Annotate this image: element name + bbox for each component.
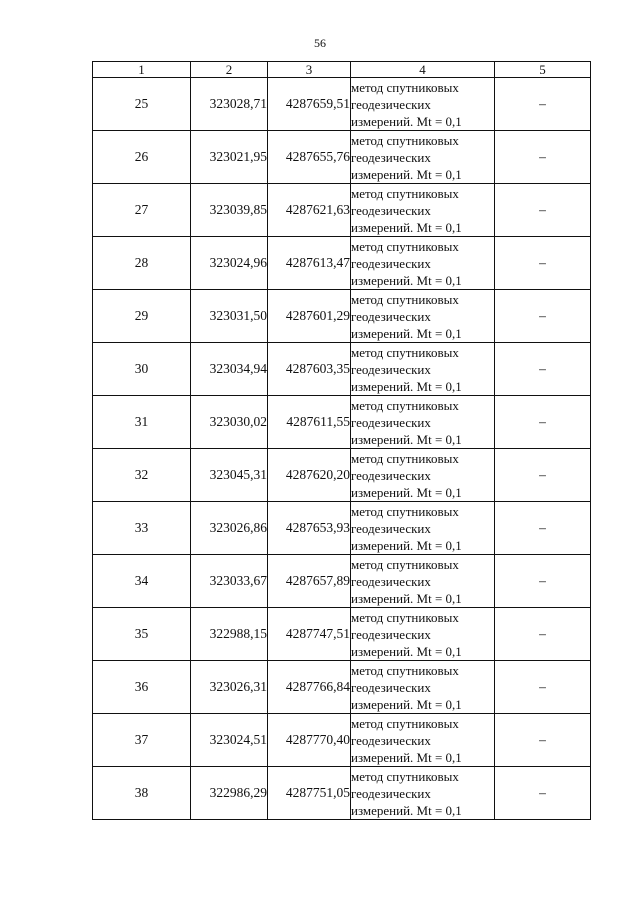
- method-line: измерений. Mt = 0,1: [351, 696, 462, 712]
- method-line: измерений. Mt = 0,1: [351, 643, 462, 659]
- x-coordinate-cell: 323024,96: [191, 237, 268, 290]
- table-row: [93, 502, 591, 555]
- point-number-cell: 27: [93, 184, 191, 237]
- point-number-cell: 32: [93, 449, 191, 502]
- method-cell: [351, 396, 495, 449]
- method-cell: [351, 502, 495, 555]
- method-line: измерений. Mt = 0,1: [351, 272, 462, 288]
- point-number-cell: 30: [93, 343, 191, 396]
- method-line: измерений. Mt = 0,1: [351, 325, 462, 341]
- y-coordinate-cell: 4287613,47: [268, 237, 351, 290]
- note-cell: –: [495, 661, 591, 714]
- method-line: измерений. Mt = 0,1: [351, 537, 462, 553]
- method-line: геодезических: [351, 520, 431, 536]
- y-coordinate-cell: 4287766,84: [268, 661, 351, 714]
- table-row: [93, 78, 591, 131]
- y-coordinate-cell: 4287751,05: [268, 767, 351, 820]
- method-line: геодезических: [351, 732, 431, 748]
- table-body: [93, 78, 591, 820]
- x-coordinate-cell: 323024,51: [191, 714, 268, 767]
- method-line: метод спутниковых: [351, 291, 459, 307]
- method-cell: [351, 131, 495, 184]
- method-cell: [351, 237, 495, 290]
- y-coordinate-cell: 4287747,51: [268, 608, 351, 661]
- note-cell: –: [495, 767, 591, 820]
- method-line: геодезических: [351, 785, 431, 801]
- y-coordinate-cell: 4287621,63: [268, 184, 351, 237]
- method-line: геодезических: [351, 414, 431, 430]
- method-line: геодезических: [351, 467, 431, 483]
- method-line: метод спутниковых: [351, 556, 459, 572]
- method-cell: [351, 767, 495, 820]
- method-line: измерений. Mt = 0,1: [351, 484, 462, 500]
- method-line: измерений. Mt = 0,1: [351, 378, 462, 394]
- method-line: измерений. Mt = 0,1: [351, 431, 462, 447]
- page-number: 56: [314, 36, 326, 50]
- method-line: метод спутниковых: [351, 609, 459, 625]
- x-coordinate-cell: 323045,31: [191, 449, 268, 502]
- header-col-4: 4: [351, 62, 495, 78]
- method-line: измерений. Mt = 0,1: [351, 166, 462, 182]
- method-line: измерений. Mt = 0,1: [351, 749, 462, 765]
- table-header-row: [93, 62, 591, 78]
- method-line: измерений. Mt = 0,1: [351, 590, 462, 606]
- point-number-cell: 29: [93, 290, 191, 343]
- note-cell: –: [495, 714, 591, 767]
- table-row: [93, 131, 591, 184]
- method-line: метод спутниковых: [351, 79, 459, 95]
- method-line: геодезических: [351, 149, 431, 165]
- y-coordinate-cell: 4287653,93: [268, 502, 351, 555]
- header-col-2: 2: [191, 62, 268, 78]
- table-row: [93, 290, 591, 343]
- table-row: [93, 555, 591, 608]
- note-cell: –: [495, 290, 591, 343]
- method-line: метод спутниковых: [351, 132, 459, 148]
- table-row: [93, 661, 591, 714]
- method-line: метод спутниковых: [351, 662, 459, 678]
- method-line: геодезических: [351, 626, 431, 642]
- y-coordinate-cell: 4287657,89: [268, 555, 351, 608]
- x-coordinate-cell: 323031,50: [191, 290, 268, 343]
- method-line: метод спутниковых: [351, 450, 459, 466]
- note-cell: –: [495, 555, 591, 608]
- table-row: [93, 237, 591, 290]
- x-coordinate-cell: 323026,86: [191, 502, 268, 555]
- note-cell: –: [495, 608, 591, 661]
- y-coordinate-cell: 4287611,55: [268, 396, 351, 449]
- method-cell: [351, 78, 495, 131]
- header-col-1: 1: [93, 62, 191, 78]
- method-line: измерений. Mt = 0,1: [351, 219, 462, 235]
- method-line: метод спутниковых: [351, 768, 459, 784]
- method-line: геодезических: [351, 679, 431, 695]
- method-line: метод спутниковых: [351, 397, 459, 413]
- y-coordinate-cell: 4287603,35: [268, 343, 351, 396]
- table-row: [93, 608, 591, 661]
- method-cell: [351, 449, 495, 502]
- point-number-cell: 33: [93, 502, 191, 555]
- method-line: геодезических: [351, 361, 431, 377]
- method-cell: [351, 184, 495, 237]
- note-cell: –: [495, 343, 591, 396]
- method-line: измерений. Mt = 0,1: [351, 802, 462, 818]
- method-cell: [351, 343, 495, 396]
- method-line: геодезических: [351, 255, 431, 271]
- point-number-cell: 34: [93, 555, 191, 608]
- method-cell: [351, 290, 495, 343]
- method-line: метод спутниковых: [351, 185, 459, 201]
- point-number-cell: 38: [93, 767, 191, 820]
- note-cell: –: [495, 78, 591, 131]
- point-number-cell: 25: [93, 78, 191, 131]
- method-cell: [351, 661, 495, 714]
- method-line: метод спутниковых: [351, 715, 459, 731]
- method-line: геодезических: [351, 96, 431, 112]
- x-coordinate-cell: 323030,02: [191, 396, 268, 449]
- y-coordinate-cell: 4287620,20: [268, 449, 351, 502]
- table-row: [93, 396, 591, 449]
- table-row: [93, 449, 591, 502]
- point-number-cell: 35: [93, 608, 191, 661]
- method-line: метод спутниковых: [351, 238, 459, 254]
- method-line: геодезических: [351, 308, 431, 324]
- table-row: [93, 714, 591, 767]
- table-row: [93, 343, 591, 396]
- note-cell: –: [495, 184, 591, 237]
- note-cell: –: [495, 449, 591, 502]
- note-cell: –: [495, 502, 591, 555]
- method-line: метод спутниковых: [351, 344, 459, 360]
- coordinates-table: [92, 61, 591, 820]
- method-cell: [351, 608, 495, 661]
- note-cell: –: [495, 237, 591, 290]
- x-coordinate-cell: 323028,71: [191, 78, 268, 131]
- method-line: геодезических: [351, 573, 431, 589]
- method-cell: [351, 714, 495, 767]
- y-coordinate-cell: 4287601,29: [268, 290, 351, 343]
- y-coordinate-cell: 4287655,76: [268, 131, 351, 184]
- x-coordinate-cell: 323026,31: [191, 661, 268, 714]
- x-coordinate-cell: 323034,94: [191, 343, 268, 396]
- method-cell: [351, 555, 495, 608]
- x-coordinate-cell: 322988,15: [191, 608, 268, 661]
- point-number-cell: 31: [93, 396, 191, 449]
- table-row: [93, 767, 591, 820]
- note-cell: –: [495, 131, 591, 184]
- point-number-cell: 37: [93, 714, 191, 767]
- point-number-cell: 28: [93, 237, 191, 290]
- header-col-3: 3: [268, 62, 351, 78]
- method-line: измерений. Mt = 0,1: [351, 113, 462, 129]
- note-cell: –: [495, 396, 591, 449]
- x-coordinate-cell: 322986,29: [191, 767, 268, 820]
- point-number-cell: 36: [93, 661, 191, 714]
- point-number-cell: 26: [93, 131, 191, 184]
- method-line: метод спутниковых: [351, 503, 459, 519]
- y-coordinate-cell: 4287770,40: [268, 714, 351, 767]
- header-col-5: 5: [495, 62, 591, 78]
- x-coordinate-cell: 323033,67: [191, 555, 268, 608]
- table-row: [93, 184, 591, 237]
- method-line: геодезических: [351, 202, 431, 218]
- x-coordinate-cell: 323039,85: [191, 184, 268, 237]
- y-coordinate-cell: 4287659,51: [268, 78, 351, 131]
- x-coordinate-cell: 323021,95: [191, 131, 268, 184]
